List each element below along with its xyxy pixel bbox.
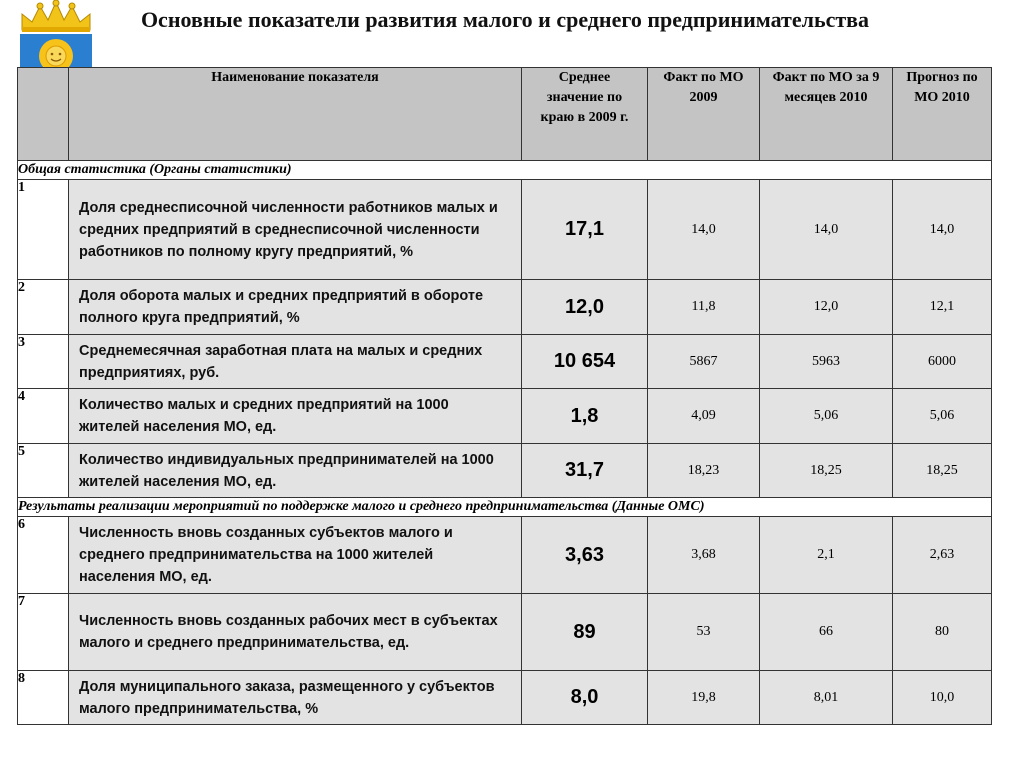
fact-2010: 12,0 [760, 280, 893, 335]
region-average: 12,0 [522, 280, 648, 335]
region-average: 17,1 [522, 180, 648, 280]
indicator-name: Численность вновь созданных рабочих мест в субъектах малого и среднего предпринимательства, ед. [69, 594, 522, 671]
indicators-table [17, 67, 992, 725]
forecast-2010: 10,0 [893, 671, 992, 725]
row-number: 4 [18, 389, 69, 444]
table-row [18, 335, 992, 389]
table-row [18, 180, 992, 280]
indicator-name: Численность вновь созданных субъектов малого и среднего предпринимательства на 1000 жителей населения МО, ед. [69, 517, 522, 594]
header-number [18, 68, 69, 161]
section-row [18, 498, 992, 517]
fact-2010: 18,25 [760, 444, 893, 498]
header-indicator-name: Наименование показателя [69, 68, 522, 161]
section-label: Общая статистика (Органы статистики) [18, 161, 992, 180]
fact-2009: 18,23 [648, 444, 760, 498]
table-row [18, 517, 992, 594]
fact-2009: 14,0 [648, 180, 760, 280]
indicator-name: Доля оборота малых и средних предприятий в обороте полного круга предприятий, % [69, 280, 522, 335]
indicator-name: Количество индивидуальных предпринимателей на 1000 жителей населения МО, ед. [69, 444, 522, 498]
row-number: 7 [18, 594, 69, 671]
fact-2010: 14,0 [760, 180, 893, 280]
row-number: 1 [18, 180, 69, 280]
header-fact-2010: Факт по МО за 9 месяцев 2010 [760, 68, 893, 161]
table-row [18, 594, 992, 671]
table-row [18, 389, 992, 444]
row-number: 3 [18, 335, 69, 389]
forecast-2010: 80 [893, 594, 992, 671]
forecast-2010: 2,63 [893, 517, 992, 594]
table-row [18, 444, 992, 498]
header-region-average: Среднее значение по краю в 2009 г. [522, 68, 648, 161]
region-average: 10 654 [522, 335, 648, 389]
forecast-2010: 18,25 [893, 444, 992, 498]
section-label: Результаты реализации мероприятий по поддержке малого и среднего предпринимательства (Данные ОМС) [18, 498, 992, 517]
fact-2010: 66 [760, 594, 893, 671]
fact-2009: 3,68 [648, 517, 760, 594]
section-row [18, 161, 992, 180]
forecast-2010: 12,1 [893, 280, 992, 335]
region-average: 31,7 [522, 444, 648, 498]
header-forecast-2010: Прогноз по МО 2010 [893, 68, 992, 161]
fact-2010: 5963 [760, 335, 893, 389]
fact-2010: 2,1 [760, 517, 893, 594]
table-row [18, 671, 992, 725]
fact-2009: 5867 [648, 335, 760, 389]
row-number: 8 [18, 671, 69, 725]
fact-2009: 4,09 [648, 389, 760, 444]
page-title: Основные показатели развития малого и среднего предпринимательства [140, 7, 870, 32]
forecast-2010: 5,06 [893, 389, 992, 444]
fact-2010: 8,01 [760, 671, 893, 725]
indicator-name: Доля муниципального заказа, размещенного у субъектов малого предпринимательства, % [69, 671, 522, 725]
fact-2009: 19,8 [648, 671, 760, 725]
row-number: 6 [18, 517, 69, 594]
row-number: 5 [18, 444, 69, 498]
indicator-name: Количество малых и средних предприятий на 1000 жителей населения МО, ед. [69, 389, 522, 444]
forecast-2010: 14,0 [893, 180, 992, 280]
table-row [18, 280, 992, 335]
region-average: 3,63 [522, 517, 648, 594]
indicator-name: Среднемесячная заработная плата на малых и средних предприятиях, руб. [69, 335, 522, 389]
region-average: 1,8 [522, 389, 648, 444]
header-fact-2009: Факт по МО 2009 [648, 68, 760, 161]
fact-2010: 5,06 [760, 389, 893, 444]
region-average: 89 [522, 594, 648, 671]
row-number: 2 [18, 280, 69, 335]
table-header-row [18, 68, 992, 161]
fact-2009: 53 [648, 594, 760, 671]
region-average: 8,0 [522, 671, 648, 725]
fact-2009: 11,8 [648, 280, 760, 335]
indicator-name: Доля среднесписочной численности работников малых и средних предприятий в среднесписочной численности работников по полному кругу предприятий, % [69, 180, 522, 280]
forecast-2010: 6000 [893, 335, 992, 389]
